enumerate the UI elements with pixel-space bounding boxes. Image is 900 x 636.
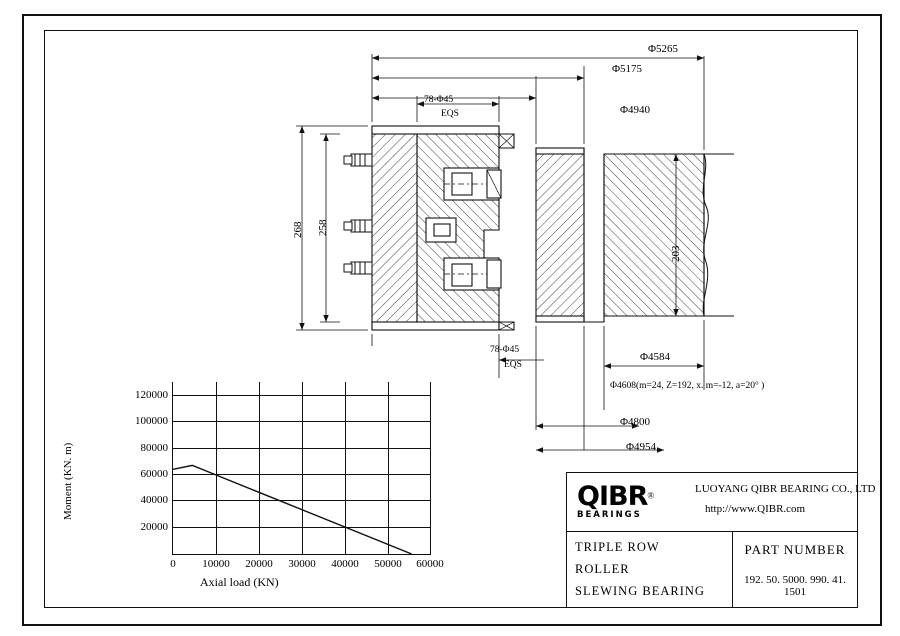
dim-phi4608-gear: Φ4608(m=24, Z=192, x. m=-12, a=20° ) bbox=[610, 381, 765, 391]
hole-note-bottom-line1: 78-Φ45 bbox=[490, 345, 520, 355]
chart-x-axis-label: Axial load (KN) bbox=[200, 575, 279, 589]
chart-xtick: 10000 bbox=[202, 558, 230, 570]
chart-xtick: 20000 bbox=[245, 558, 273, 570]
registered-icon: ® bbox=[647, 490, 655, 501]
hole-note-top-line2: EQS bbox=[441, 109, 459, 119]
chart-xtick: 0 bbox=[170, 558, 176, 570]
chart-y-axis-label: Moment (KN. m) bbox=[62, 442, 74, 520]
chart-ytick: 20000 bbox=[140, 521, 168, 533]
chart-xtick: 60000 bbox=[416, 558, 444, 570]
title-block bbox=[566, 472, 876, 608]
company-name: LUOYANG QIBR BEARING CO., LTD bbox=[695, 483, 876, 495]
dim-258: 258 bbox=[317, 219, 329, 236]
product-line-3: SLEWING BEARING bbox=[575, 584, 705, 598]
title-block-header bbox=[567, 473, 876, 532]
product-line-1: TRIPLE ROW bbox=[575, 540, 660, 554]
chart-ytick: 100000 bbox=[135, 415, 168, 427]
dim-phi5265: Φ5265 bbox=[648, 43, 679, 55]
chart-ytick: 60000 bbox=[140, 468, 168, 480]
logo-subtext: BEARINGS bbox=[577, 510, 642, 520]
chart-curve bbox=[173, 382, 431, 554]
dim-268: 268 bbox=[292, 221, 304, 238]
company-website[interactable]: http://www.QIBR.com bbox=[705, 503, 806, 515]
qibr-logo bbox=[577, 481, 654, 520]
dim-phi4584: Φ4584 bbox=[640, 351, 671, 363]
part-number-label: PART NUMBER bbox=[744, 542, 846, 557]
hole-note-bottom-line2: EQS bbox=[504, 360, 522, 370]
dim-203: 203 bbox=[670, 245, 682, 262]
part-number-cell bbox=[733, 532, 857, 607]
chart-xtick: 40000 bbox=[331, 558, 359, 570]
chart-xtick: 30000 bbox=[288, 558, 316, 570]
product-line-2: ROLLER bbox=[575, 562, 630, 576]
logo-text: QIBR bbox=[577, 481, 648, 512]
dim-phi5175: Φ5175 bbox=[612, 63, 643, 75]
chart-xtick: 50000 bbox=[374, 558, 402, 570]
dim-phi4800: Φ4800 bbox=[620, 416, 651, 428]
hole-note-top-line1: 78-Φ45 bbox=[424, 95, 454, 105]
dim-phi4954: Φ4954 bbox=[626, 441, 657, 453]
title-block-body bbox=[567, 532, 857, 607]
chart-ytick: 120000 bbox=[135, 389, 168, 401]
chart-plot-area bbox=[135, 382, 444, 570]
dim-phi4940: Φ4940 bbox=[620, 104, 651, 116]
chart-ytick: 80000 bbox=[140, 442, 168, 454]
part-number-value: 192. 50. 5000. 990. 41. 1501 bbox=[744, 574, 846, 598]
chart-ytick: 40000 bbox=[140, 494, 168, 506]
load-capacity-chart bbox=[60, 370, 444, 600]
product-description bbox=[567, 532, 733, 607]
